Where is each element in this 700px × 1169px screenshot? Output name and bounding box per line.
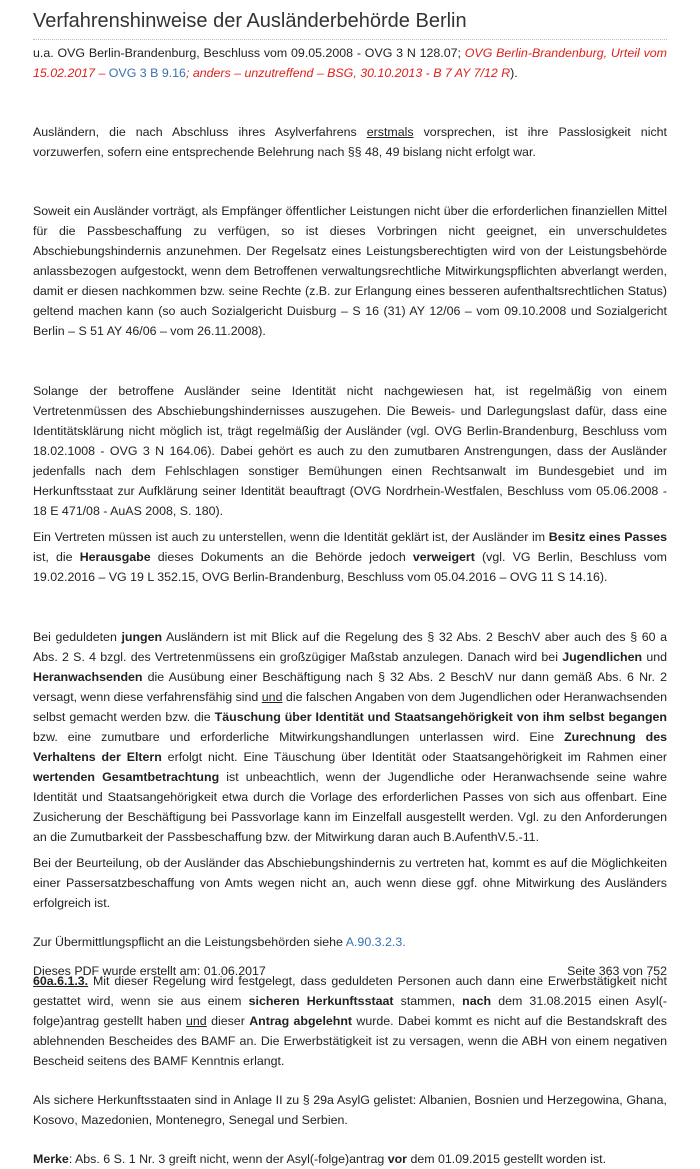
text-span: Zur Übermittlungspflicht an die Leistungsbehörden siehe bbox=[33, 935, 346, 949]
paragraph-identitaet: Solange der betroffene Ausländer seine Identität nicht nachgewiesen hat, ist regelmäßig von einem Vertretenmüssen des Abschiebungshindernisses auszugehen. Die Beweis- und Darlegungslast dafür, dass eine Identitätsklärung nicht möglich ist, trägt regelmäßig der Ausländer (vgl. OVG Berlin-Brandenburg, Beschluss vom 18.02.1008 - OVG 3 N 164.06). Dabei gehört es auch zu den zumutbaren Anstrengungen, dass der Ausländer jedenfalls nach dem Fehlschlagen sonstiger Bemühungen einen Rechtsanwalt im Bundesgebiet und im Herkunftsstaat zur Aufklärung seiner Identität beauftragt (OVG Nordrhein-Westfalen, Beschluss vom 05.06.2008 - 18 E 471/08 - AuAS 2008, S. 180). bbox=[33, 384, 667, 518]
bold-text: Täuschung über Identität und Staatsangehörigkeit von ihm selbst begangen bbox=[214, 710, 667, 724]
text-span: dieser bbox=[206, 1014, 250, 1028]
text-span: Ausländern ist mit Blick auf die Regelung des § 32 Abs. 2 BeschV aber auch des § 60 a Abs. 2 S. 4 bzgl. des Vertretenmüssens ein großzügiger Maßstab anzulegen. Danach wird bei bbox=[33, 630, 667, 664]
text-span: : Abs. 6 S. 1 Nr. 3 greift nicht, wenn der Asyl(-folge)antrag bbox=[68, 1152, 388, 1166]
bold-text: Jugendlichen bbox=[562, 650, 643, 664]
bold-text: Heranwachsenden bbox=[33, 670, 143, 684]
paragraph-uebermittlungspflicht bbox=[33, 932, 667, 952]
paragraph-finanzielle-mittel: Soweit ein Ausländer vorträgt, als Empfänger öffentlicher Leistungen nicht über die erforderlichen finanziellen Mittel für die Passbeschaffung zu verfügen, so ist dieses Vorbringen nicht geeignet, ein unverschuldetes Abschiebungshindernis anzunehmen. Der Regelsatz eines Leistungsberechtigten wird von der Leistungsbehörde anlassbezogen aufgestockt, wenn dem Betroffenen verwaltungsrechtliche Mitwirkungspflichten abverlangt werden, damit er diesen nachkommen bzw. seine Rechte (z.B. zur Erlangung eines besseren aufenthaltsrechtlichen Status) geltend machen kann (so auch Sozialgericht Duisburg – S 16 (31) AY 12/06 – vom 09.10.2008 und Sozialgericht Berlin – S 51 AY 46/06 – vom 26.11.2008). bbox=[33, 204, 667, 338]
citation-text: u.a. OVG Berlin-Brandenburg, Beschluss vom 09.05.2008 - OVG 3 N 128.07; bbox=[33, 46, 465, 60]
text-span: stammen, bbox=[393, 994, 463, 1008]
paragraph-citations bbox=[33, 43, 667, 83]
underlined-text: und bbox=[261, 690, 283, 704]
bold-text: vor bbox=[387, 1152, 407, 1166]
footer-page-number: Seite 363 von 752 bbox=[567, 964, 667, 978]
paragraph-beurteilung: Bei der Beurteilung, ob der Ausländer das Abschiebungshindernis zu vertreten hat, kommt es auf die Möglichkeiten einer Passersatzbeschaffung von Amts wegen nicht an, auch wenn diese ggf. ohne Mitwirkung des Ausländers erfolgreich ist. bbox=[33, 856, 667, 910]
text-span: Ein Vertreten müssen ist auch zu unterstellen, wenn die Identität geklärt ist, der Ausländer im bbox=[33, 530, 549, 544]
citation-red-text-2: ; anders – unzutreffend – BSG, 30.10.2013 - B 7 AY 7/12 R bbox=[185, 66, 511, 80]
paragraph-merke bbox=[33, 1149, 667, 1169]
page-footer bbox=[33, 964, 667, 978]
text-span: ist, die bbox=[33, 550, 80, 564]
text-span: dem 31.08.2015 einen Asyl(-folge)antrag gestellt haben bbox=[33, 994, 667, 1028]
paragraph-sichere-herkunftsstaaten: Als sichere Herkunftsstaaten sind in Anlage II zu § 29a AsylG gelistet: Albanien, Bosnien und Herzegowina, Ghana, Kosovo, Mazedonien, Montenegro, Senegal und Serbien. bbox=[33, 1093, 667, 1127]
paragraph-60a-6-1-3 bbox=[33, 971, 667, 1071]
section-link[interactable]: A.90.3.2.3. bbox=[345, 935, 406, 949]
case-link[interactable]: OVG 3 B 9.16 bbox=[108, 66, 186, 80]
bold-text: Zurechnung des Verhaltens der Eltern bbox=[33, 730, 668, 764]
bold-text: Merke bbox=[33, 1152, 69, 1166]
text-span: Bei geduldeten bbox=[33, 630, 122, 644]
bold-text: wertenden Gesamtbetrachtung bbox=[33, 770, 220, 784]
bold-text: Besitz eines Passes bbox=[548, 530, 667, 544]
text-span: dem 01.09.2015 gestellt worden ist. bbox=[407, 1152, 607, 1166]
footer-created-date: Dieses PDF wurde erstellt am: 01.06.2017 bbox=[33, 964, 266, 978]
bold-text: Antrag abgelehnt bbox=[249, 1014, 353, 1028]
text-span: ist unbeachtlich, wenn der Jugendliche oder Heranwachsende seine wahre Identität und Staatsangehörigkeit etwa durch die Vorlage des erforderlichen Passes von sich aus offenbart. Eine Zusicherung der Beschäftigung bei Passvorlage kann im Einzelfall ausgestellt werden. Vgl. zu den Anforderungen an die Zumutbarkeit der Passbeschaffung bzw. der Mitwirkung daran auch B.AufenthV.5.-11. bbox=[33, 770, 667, 844]
bold-text: jungen bbox=[121, 630, 163, 644]
paragraph-vertreten-muessen bbox=[33, 527, 667, 587]
underlined-text: erstmals bbox=[366, 125, 414, 139]
text-span: Mit dieser Regelung wird festgelegt, dass geduldeten Personen auch dann eine Erwerbstätigkeit nicht gestattet wird, wenn sie aus einem bbox=[33, 974, 667, 1008]
paragraph-junge-auslaender bbox=[33, 627, 667, 847]
citation-end: ). bbox=[510, 66, 518, 80]
bold-text: nach bbox=[462, 994, 492, 1008]
text-span: die falschen Angaben von dem Jugendlichen oder Heranwachsenden selbst gemacht werden bzw. die bbox=[33, 690, 668, 724]
underlined-text: und bbox=[186, 1014, 207, 1028]
text-span: Ausländern, die nach Abschluss ihres Asylverfahrens bbox=[33, 125, 367, 139]
citation-red-text: OVG Berlin-Brandenburg, Urteil vom 15.02.2017 – bbox=[33, 46, 667, 80]
bold-text: verweigert bbox=[412, 550, 475, 564]
bold-text: Herausgabe bbox=[79, 550, 151, 564]
text-span: (vgl. VG Berlin, Beschluss vom 19.02.2016 – VG 19 L 352.15, OVG Berlin-Brandenburg, Beschluss vom 05.04.2016 – OVG 11 S 14.16). bbox=[33, 550, 667, 584]
page-title: Verfahrenshinweise der Ausländerbehörde Berlin bbox=[33, 10, 667, 40]
paragraph-passlosigkeit bbox=[33, 122, 667, 162]
document-body bbox=[33, 43, 667, 1169]
bold-text: sicheren Herkunftsstaat bbox=[248, 994, 394, 1008]
text-span: bzw. eine zumutbare und erforderliche Mitwirkungshandlungen unterlassen wird. Eine bbox=[33, 730, 565, 744]
text-span: erfolgt nicht. Eine Täuschung über Identität oder Staatsangehörigkeit im Rahmen einer bbox=[161, 750, 667, 764]
text-span: dieses Dokuments an die Behörde jedoch bbox=[150, 550, 413, 564]
text-span: und bbox=[642, 650, 667, 664]
text-span: vorsprechen, ist ihre Passlosigkeit nicht vorzuwerfen, sofern eine entsprechende Belehrung nach §§ 48, 49 bislang nicht erfolgt war. bbox=[33, 125, 667, 159]
text-span: die Ausübung einer Beschäftigung nach § 32 Abs. 2 BeschV nur dann gemäß Abs. 6 Nr. 2 versagt, wenn diese verfahrensfähig sind bbox=[33, 670, 667, 704]
section-number: 60a.6.1.3. bbox=[33, 974, 89, 988]
text-span: wurde. Dabei kommt es nicht auf die Bestandskraft des ablehnenden Bescheides des BAMF an. Die Erwerbstätigkeit ist zu versagen, wenn die ABH von einem negativen Bescheid seitens des BAMF Kenntnis erlangt. bbox=[33, 1014, 667, 1068]
